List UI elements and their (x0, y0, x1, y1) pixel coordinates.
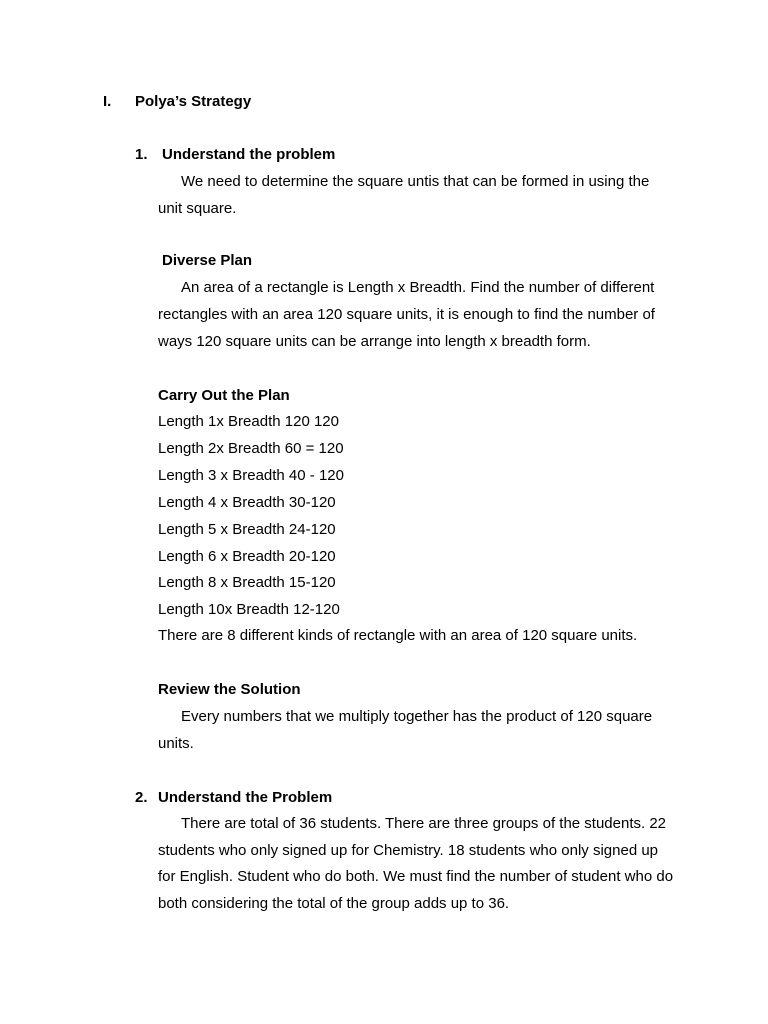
problem1-review-line2: units. (158, 735, 194, 752)
problem1-plan-line1: An area of a rectangle is Length x Breadth. Find the number of different (181, 279, 655, 296)
problem1-plan-heading: Diverse Plan (162, 252, 253, 269)
carry-line: Length 4 x Breadth 30-120 (158, 494, 336, 511)
problem1-number: 1. (135, 146, 148, 163)
problem2-line1: There are total of 36 students. There are three groups of the students. 22 (181, 815, 667, 832)
problem1-review-line1: Every numbers that we multiply together has the product of 120 square (181, 708, 653, 725)
carry-line: Length 8 x Breadth 15-120 (158, 574, 336, 591)
problem2-line2: students who only signed up for Chemistry. 18 students who only signed up (158, 842, 659, 859)
section-numeral: I. (103, 93, 112, 110)
carry-conclusion: There are 8 different kinds of rectangle with an area of 120 square units. (158, 627, 638, 644)
problem1-understand-line2: unit square. (158, 200, 237, 217)
problem1-plan-line2: rectangles with an area 120 square units, it is enough to find the number of (158, 306, 655, 323)
problem1-understand-heading: Understand the problem (162, 146, 336, 163)
problem2-line4: both considering the total of the group adds up to 36. (158, 895, 510, 912)
problem2-number: 2. (135, 789, 148, 806)
problem1-carry-heading: Carry Out the Plan (158, 387, 290, 404)
problem1-understand-line1: We need to determine the square untis that can be formed in using the (181, 173, 650, 190)
problem2-understand-heading: Understand the Problem (158, 789, 333, 806)
problem1-review-heading: Review the Solution (158, 681, 301, 698)
carry-line: Length 5 x Breadth 24-120 (158, 521, 336, 538)
carry-line: Length 3 x Breadth 40 - 120 (158, 467, 344, 484)
carry-line: Length 6 x Breadth 20-120 (158, 548, 336, 565)
carry-line: Length 1x Breadth 120 120 (158, 413, 339, 430)
carry-line: Length 10x Breadth 12-120 (158, 601, 340, 618)
problem1-plan-line3: ways 120 square units can be arrange into length x breadth form. (158, 333, 591, 350)
carry-line: Length 2x Breadth 60 = 120 (158, 440, 344, 457)
section-title: Polya’s Strategy (135, 93, 252, 110)
problem2-line3: for English. Student who do both. We must find the number of student who do (158, 868, 674, 885)
